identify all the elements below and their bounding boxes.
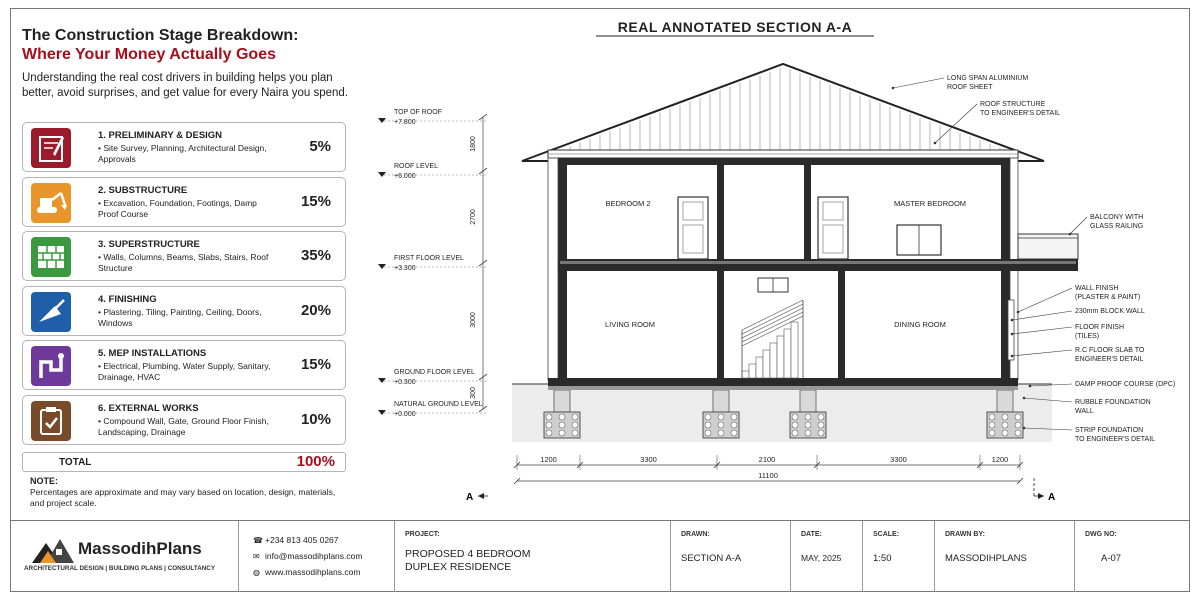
drawn-cell — [670, 521, 790, 592]
title-block — [10, 520, 1190, 592]
drawn-by-value: MASSODIHPLANS — [945, 553, 1027, 564]
project-line-2: DUPLEX RESIDENCE — [405, 561, 512, 573]
horizontal-dim-label: 3300 — [640, 455, 657, 464]
annotation-line-2: TO ENGINEER'S DETAIL — [1075, 436, 1156, 443]
door-master-bedroom — [818, 197, 848, 259]
level-markers — [378, 109, 488, 418]
stage-description: • Site Survey, Planning, Architectural Design, Approvals — [98, 143, 267, 164]
horizontal-dim-label: 1200 — [540, 455, 557, 464]
level-name: FIRST FLOOR LEVEL — [394, 255, 464, 262]
level-value: +0.000 — [394, 411, 416, 418]
vertical-dimensions — [470, 114, 487, 412]
stage-description: • Walls, Columns, Beams, Slabs, Stairs, Roof Structure — [98, 252, 269, 273]
level-value: +7.800 — [394, 119, 416, 126]
stage-percent: 15% — [300, 192, 331, 210]
annotation-line-2: (PLASTER & PAINT) — [1075, 294, 1141, 301]
contact-cell — [238, 521, 394, 592]
trowel-icon — [31, 292, 71, 332]
vertical-dim-label: 1800 — [470, 136, 477, 152]
brand-tagline: ARCHITECTURAL DESIGN | BUILDING PLANS | CONSULTANCY — [24, 565, 216, 572]
annotation-line-1: STRIP FOUNDATION — [1075, 427, 1144, 434]
window-master-bedroom — [897, 225, 941, 255]
annotation-callout — [892, 75, 1029, 91]
balcony — [1018, 234, 1078, 259]
panel-title: The Construction Stage Breakdown: — [22, 27, 299, 44]
annotation-line-2: GLASS RAILING — [1090, 223, 1144, 230]
date-label: DATE: — [801, 531, 822, 538]
annotation-line-1: R.C FLOOR SLAB TO — [1075, 347, 1145, 354]
svg-text:A: A — [1048, 492, 1056, 503]
stage-title: 2. SUBSTRUCTURE — [98, 184, 188, 196]
brick-wall-icon — [31, 237, 71, 277]
level-marker — [378, 109, 488, 126]
stage-card — [22, 395, 346, 445]
stage-percent: 20% — [300, 301, 331, 319]
dwg-no-label: DWG NO: — [1085, 531, 1117, 538]
level-name: GROUND FLOOR LEVEL — [394, 369, 475, 376]
dwg-no-cell — [1074, 521, 1190, 592]
section-marker-left — [466, 492, 488, 503]
stage-description: • Electrical, Plumbing, Water Supply, Sanitary, Drainage, HVAC — [98, 361, 271, 382]
stage-title: 3. SUPERSTRUCTURE — [98, 239, 200, 250]
scale-value: 1:50 — [873, 553, 892, 564]
drawn-value: SECTION A-A — [681, 553, 742, 564]
stage-card — [22, 231, 346, 281]
level-name: TOP OF ROOF — [394, 109, 442, 116]
door-bedroom-2 — [678, 197, 708, 259]
stage-percent: 5% — [309, 138, 331, 155]
horizontal-dim-label: 3300 — [890, 455, 907, 464]
annotation-line-2: TO ENGINEER'S DETAIL — [980, 110, 1061, 117]
annotation-line-2: ENGINEER'S DETAIL — [1075, 356, 1144, 363]
project-line-1: PROPOSED 4 BEDROOM — [405, 548, 531, 560]
annotation-line-1: FLOOR FINISH — [1075, 324, 1125, 331]
scale-label: SCALE: — [873, 531, 900, 538]
cost-breakdown-panel — [22, 26, 354, 508]
globe-icon: ◍ — [253, 568, 260, 577]
note-text: Percentages are approximate and may vary based on location, design, materials, and project scale. — [30, 487, 336, 508]
stage-title: 5. MEP INSTALLATIONS — [98, 348, 207, 359]
level-marker — [378, 401, 488, 418]
stage-title: 1. PRELIMINARY & DESIGN — [98, 130, 223, 141]
level-value: +0.300 — [394, 379, 416, 386]
section-drawing — [360, 8, 1190, 520]
level-marker — [378, 255, 488, 272]
stage-card — [22, 177, 346, 227]
clipboard-check-icon — [31, 401, 71, 441]
total-row — [22, 452, 346, 472]
horizontal-dim-label: 2100 — [758, 455, 776, 464]
room-label-living-room: LIVING ROOM — [604, 320, 656, 329]
horizontal-dimensions — [514, 455, 1023, 484]
vertical-dim-label: 3000 — [470, 312, 477, 328]
level-marker — [378, 163, 488, 180]
contact-email: info@massodihplans.com — [265, 551, 363, 561]
level-value: +6.000 — [394, 173, 416, 180]
stage-description: • Plastering, Tiling, Painting, Ceiling, Doors, Windows — [98, 306, 262, 328]
annotation-line-1: ROOF STRUCTURE — [980, 101, 1046, 108]
horizontal-dim-label: 1200 — [991, 455, 1009, 464]
level-value: +3.300 — [394, 265, 416, 272]
scale-cell — [862, 521, 934, 592]
annotation-line-1: LONG SPAN ALUMINIUM — [947, 75, 1029, 82]
note-title: NOTE: — [30, 476, 58, 486]
stage-title: 4. FINISHING — [98, 293, 157, 305]
drawing-title: REAL ANNOTATED SECTION A-A — [617, 19, 853, 35]
date-value: MAY, 2025 — [801, 553, 842, 563]
date-cell — [790, 521, 862, 592]
vertical-dim-label: 300 — [470, 387, 477, 399]
panel-subtitle: Where Your Money Actually Goes — [22, 46, 276, 63]
stage-description: • Excavation, Foundation, Footings, Damp Proof Course — [98, 197, 257, 219]
stage-percent: 10% — [300, 410, 331, 428]
annotation-line-1: RUBBLE FOUNDATION — [1075, 399, 1151, 406]
annotation-callout — [1069, 214, 1144, 235]
structure — [548, 158, 1078, 390]
level-marker — [378, 369, 488, 386]
drawn-by-cell — [934, 521, 1074, 592]
annotation-line-2: WALL — [1075, 408, 1094, 415]
svg-text:A: A — [466, 492, 474, 503]
pipes-icon — [31, 346, 71, 386]
annotation-line-2: ROOF SHEET — [947, 84, 993, 91]
stage-percent: 15% — [300, 356, 331, 373]
level-name: NATURAL GROUND LEVEL — [394, 401, 483, 408]
annotation-line-1: BALCONY WITH — [1090, 214, 1144, 221]
note — [30, 476, 350, 509]
room-label-bedroom-2: BEDROOM 2 — [605, 199, 651, 208]
phone-icon: ☎ — [253, 536, 263, 545]
overall-dim-label: 11100 — [758, 471, 778, 480]
section-marker-right — [1034, 478, 1055, 503]
contact-website: www.massodihplans.com — [265, 567, 361, 577]
vertical-dim-label: 2700 — [470, 209, 477, 225]
contact-phone: +234 813 405 0267 — [265, 535, 339, 545]
total-label: TOTAL — [59, 457, 92, 468]
stage-description: • Compound Wall, Gate, Ground Floor Finish, Landscaping, Drainage — [98, 415, 269, 437]
drawn-by-label: DRAWN BY: — [945, 531, 985, 538]
ground — [512, 384, 1052, 442]
project-cell — [394, 521, 670, 592]
panel-intro: Understanding the real cost drivers in building helps you plan better, avoid surprises, and get value for every Naira you spend. — [22, 72, 349, 99]
annotation-line-1: DAMP PROOF COURSE (DPC) — [1075, 381, 1176, 388]
level-name: ROOF LEVEL — [394, 163, 438, 170]
stage-card — [22, 122, 346, 172]
stage-card — [22, 286, 346, 336]
email-icon: ✉ — [253, 552, 260, 561]
drawn-label: DRAWN: — [681, 531, 710, 538]
room-label-master-bedroom: MASTER BEDROOM — [893, 199, 967, 208]
brand-name: MassodihPlans — [78, 539, 202, 558]
annotation-line-2: (TILES) — [1075, 333, 1100, 340]
stage-percent: 35% — [300, 247, 331, 264]
dwg-no-value: A-07 — [1101, 553, 1122, 564]
staircase — [742, 300, 803, 378]
annotation-callout — [1011, 308, 1145, 321]
stage-card — [22, 340, 346, 390]
annotation-callout — [1011, 347, 1145, 363]
total-value: 100% — [296, 453, 335, 470]
annotation-line-1: WALL FINISH — [1075, 285, 1119, 292]
annotation-line-1: 230mm BLOCK WALL — [1075, 308, 1145, 315]
window-stair — [758, 278, 788, 292]
project-label: PROJECT: — [405, 531, 440, 538]
annotation-callout — [1011, 324, 1124, 340]
brand-logo-icon — [30, 535, 76, 565]
blueprint-icon — [31, 128, 71, 168]
wall-detail-right — [1008, 300, 1014, 360]
excavator-icon — [31, 183, 71, 223]
brand-cell — [10, 521, 238, 592]
room-label-dining-room: DINING ROOM — [894, 320, 946, 329]
stage-title: 6. EXTERNAL WORKS — [98, 402, 199, 414]
